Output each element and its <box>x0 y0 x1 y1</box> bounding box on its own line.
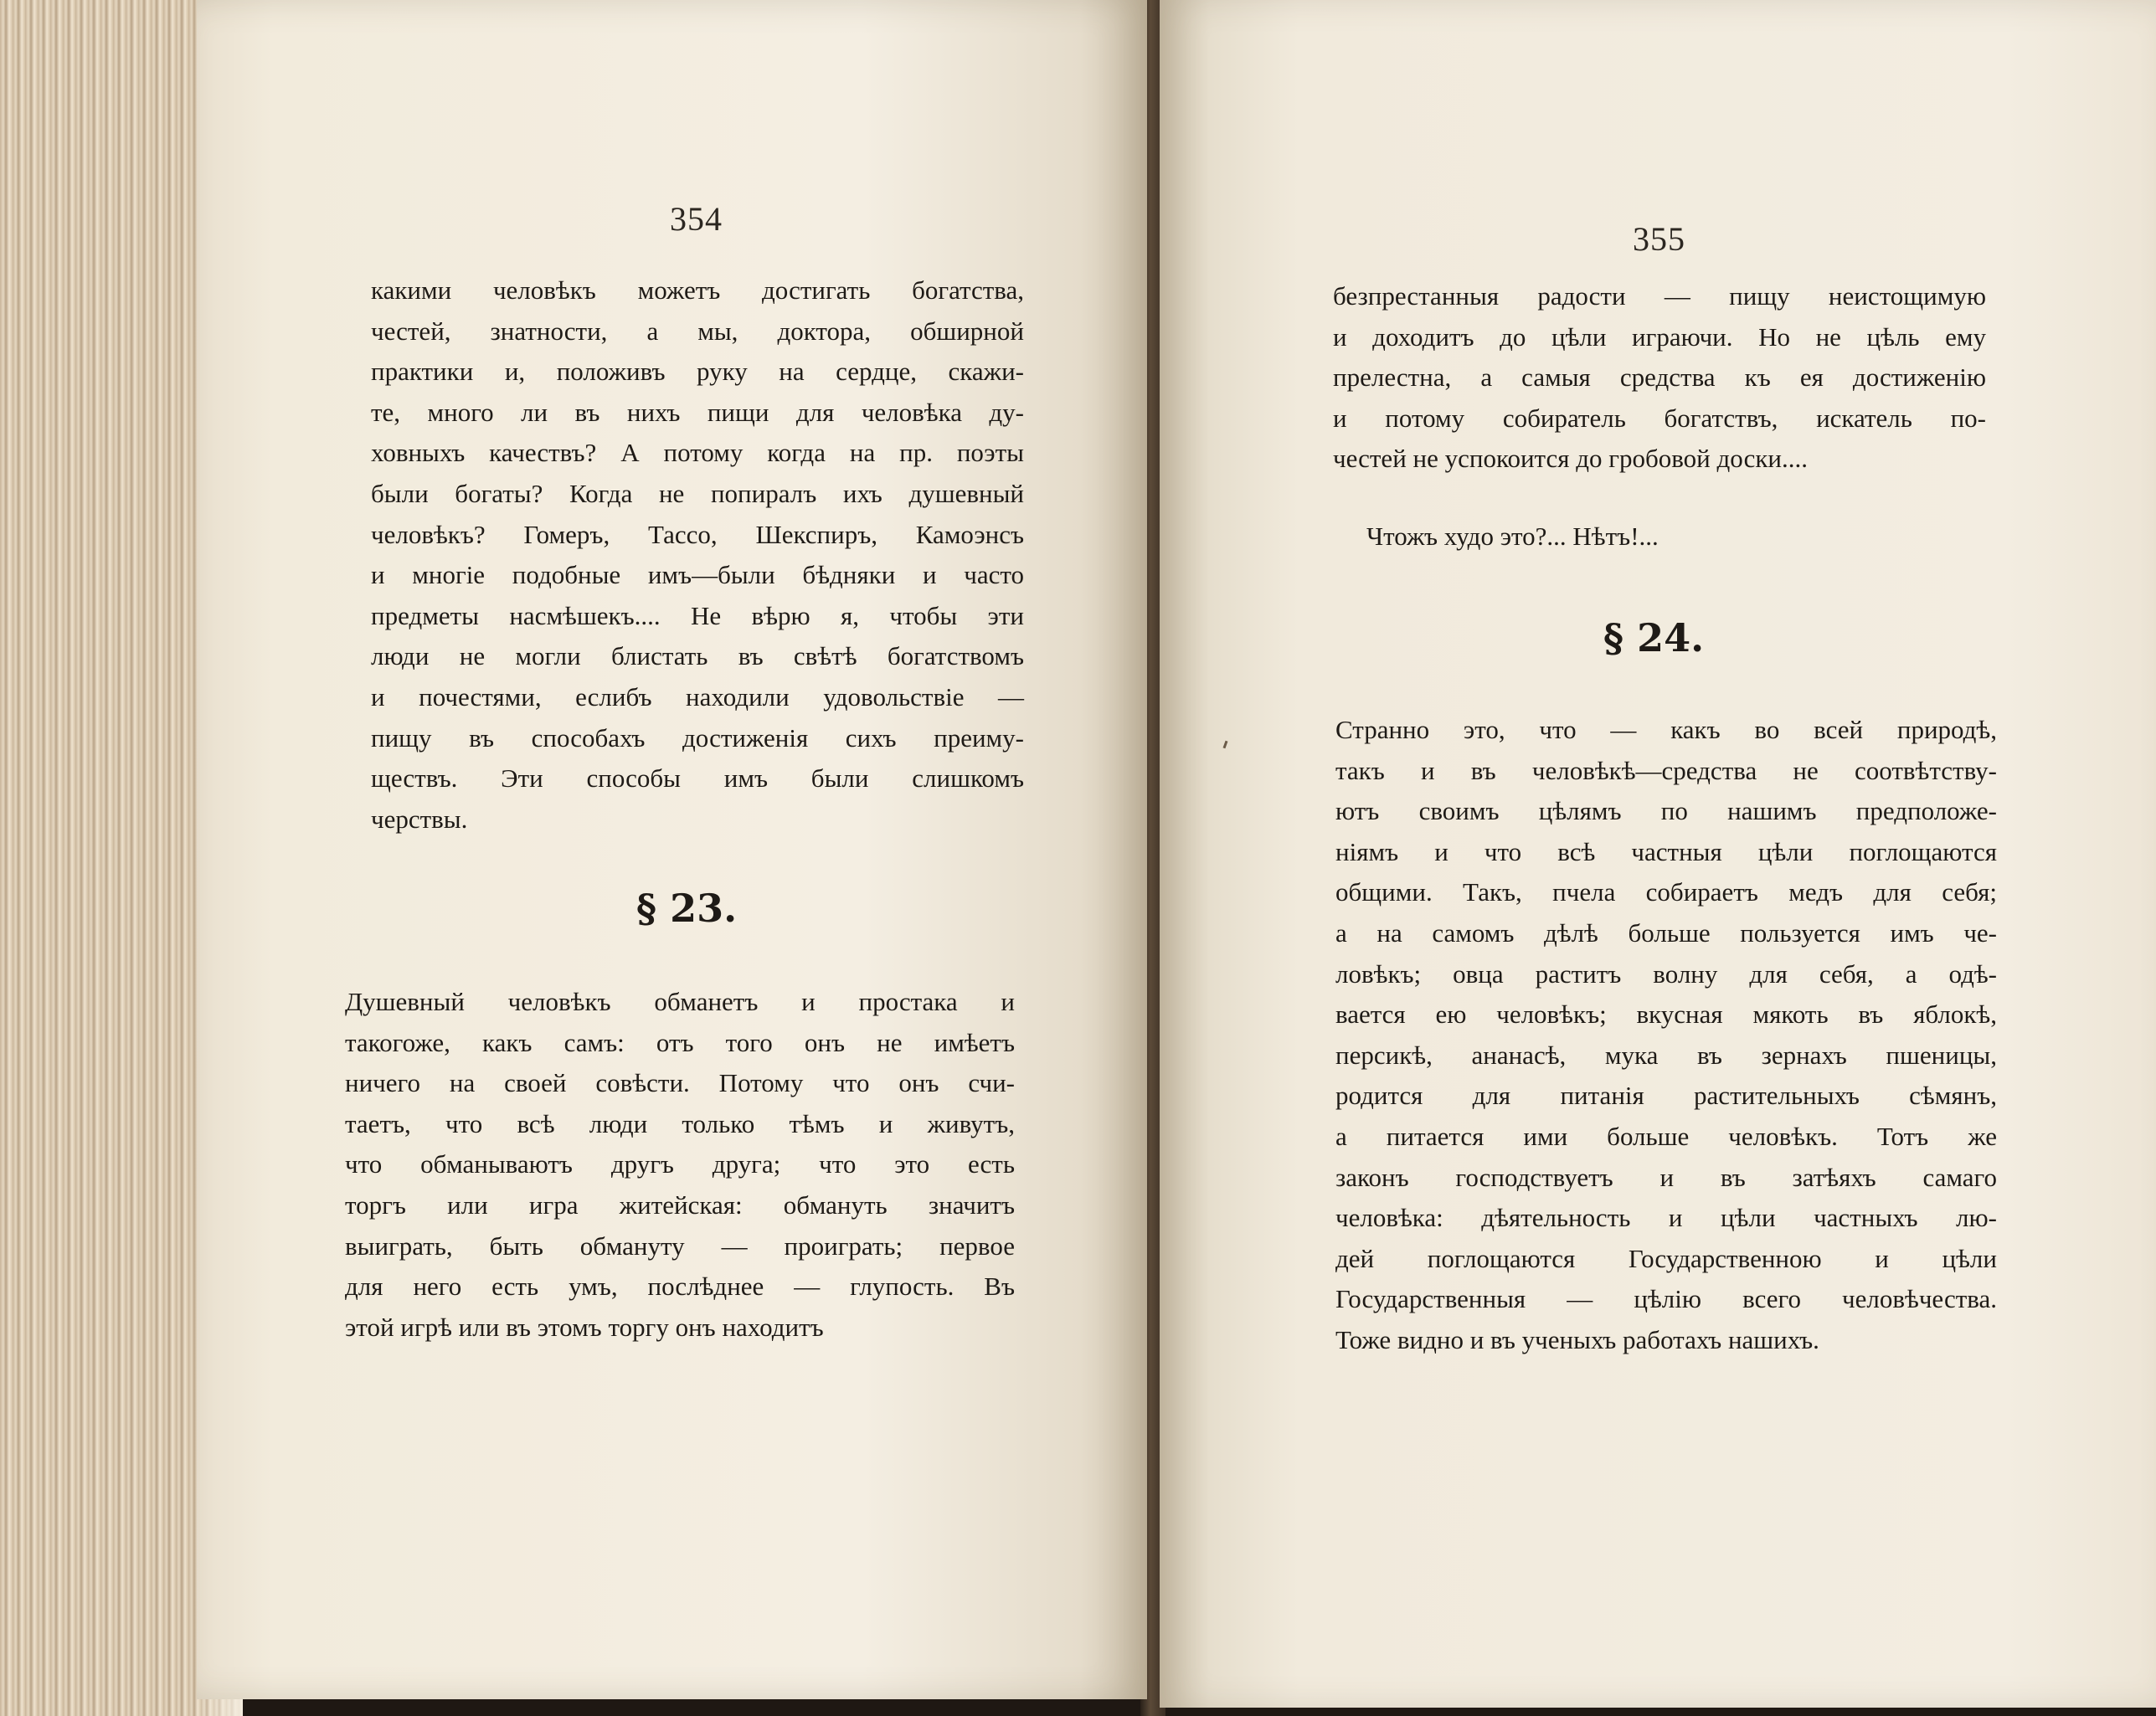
text-line: ничего на своей совѣсти. Потому что онъ счи- <box>345 1068 1015 1098</box>
text-line: прелестна, а самыя средства къ ея достиженію <box>1333 362 1986 393</box>
right-paragraph-3 <box>1335 710 1997 1361</box>
text-line: Тоже видно и въ ученыхъ работахъ нашихъ. <box>1335 1324 1819 1354</box>
left-paragraph-2 <box>345 982 1015 1348</box>
text-line: люди не могли блистать въ свѣтѣ богатствомъ <box>371 641 1024 671</box>
text-line: ніямъ и что всѣ частныя цѣли поглощаются <box>1335 836 1997 866</box>
text-line: практики и, положивъ руку на сердце, скажи- <box>371 357 1024 387</box>
left-paragraph-1 <box>371 270 1024 840</box>
left-page <box>197 0 1147 1699</box>
text-line: законъ господствуетъ и въ затѣяхъ самаго <box>1335 1162 1997 1192</box>
text-line: ловѣкъ; овца раститъ волну для себя, а одѣ- <box>1335 958 1997 989</box>
text-line: и многіе подобные имъ—были бѣдняки и часто <box>371 560 1024 590</box>
text-line: и потому собиратель богатствъ, искатель по- <box>1333 403 1986 433</box>
right-paragraph-1 <box>1333 276 1986 480</box>
text-line: торгъ или игра житейская: обмануть значитъ <box>345 1189 1015 1220</box>
text-line: родится для питанія растительныхъ сѣмянъ, <box>1335 1081 1997 1111</box>
text-line: такъ и въ человѣкѣ—средства не соотвѣтству- <box>1335 755 1997 785</box>
text-line: какими человѣкъ можетъ достигать богатства, <box>371 275 1024 305</box>
text-line: те, много ли въ нихъ пищи для человѣка ду- <box>371 397 1024 427</box>
text-line: дей поглощаются Государственною и цѣли <box>1335 1243 1997 1273</box>
text-line: и доходитъ до цѣли играючи. Но не цѣль ему <box>1333 321 1986 352</box>
right-paragraph-2 <box>1366 516 1869 557</box>
left-section-heading: § 23. <box>636 886 738 931</box>
text-line: ютъ своимъ цѣлямъ по нашимъ предположе- <box>1335 796 1997 826</box>
text-line: а питается ими больше человѣкъ. Тотъ же <box>1335 1121 1997 1151</box>
text-line: Душевный человѣкъ обманетъ и простака и <box>345 987 1015 1016</box>
text-line: были богаты? Когда не попиралъ ихъ душевный <box>371 478 1024 508</box>
left-page-number: 354 <box>670 200 723 238</box>
text-line: вается ею человѣкъ; вкусная мякоть въ яблокѣ, <box>1335 999 1997 1030</box>
text-line: этой игрѣ или въ этомъ торгу онъ находитъ <box>345 1312 824 1342</box>
text-line: пищу въ способахъ достиженія сихъ преиму- <box>371 722 1024 753</box>
text-line: выиграть, быть обмануту — проиграть; первое <box>345 1230 1015 1261</box>
text-line: Чтожъ худо это?... Нѣтъ!... <box>1366 521 1659 551</box>
text-line: безпрестанныя радости — пищу неистощимую <box>1333 281 1986 311</box>
text-line: ховныхъ качествъ? А потому когда на пр. поэты <box>371 438 1024 468</box>
text-line: что обманываютъ другъ друга; что это есть <box>345 1149 1015 1179</box>
right-page-number: 355 <box>1633 220 1685 258</box>
text-line: такогоже, какъ самъ: отъ того онъ не имѣетъ <box>345 1027 1015 1057</box>
text-line: персикѣ, ананасѣ, мука въ зернахъ пшеницы, <box>1335 1040 1997 1070</box>
text-line: ществъ. Эти способы имъ были слишкомъ <box>371 763 1024 794</box>
right-section-heading: § 24. <box>1603 615 1705 660</box>
text-line: и почестями, еслибъ находили удовольствіе — <box>371 681 1024 712</box>
text-line: честей не успокоится до гробовой доски.... <box>1333 444 1808 474</box>
text-line: а на самомъ дѣлѣ больше пользуется имъ че- <box>1335 917 1997 948</box>
text-line: общими. Такъ, пчела собираетъ медъ для себя; <box>1335 877 1997 907</box>
text-line: Странно это, что — какъ во всей природѣ, <box>1335 715 1997 744</box>
text-line: черствы. <box>371 804 468 834</box>
text-line: Государственныя — цѣлію всего человѣчества. <box>1335 1284 1997 1314</box>
text-line: предметы насмѣшекъ.... Не вѣрю я, чтобы эти <box>371 600 1024 630</box>
text-line: для него есть умъ, послѣднее — глупость. Въ <box>345 1272 1015 1302</box>
text-line: честей, знатности, а мы, доктора, обширной <box>371 316 1024 346</box>
text-line: человѣкъ? Гомеръ, Тассо, Шекспиръ, Камоэнсъ <box>371 519 1024 549</box>
text-line: таетъ, что всѣ люди только тѣмъ и живутъ, <box>345 1108 1015 1138</box>
text-line: человѣка: дѣятельность и цѣли частныхъ лю- <box>1335 1203 1997 1233</box>
